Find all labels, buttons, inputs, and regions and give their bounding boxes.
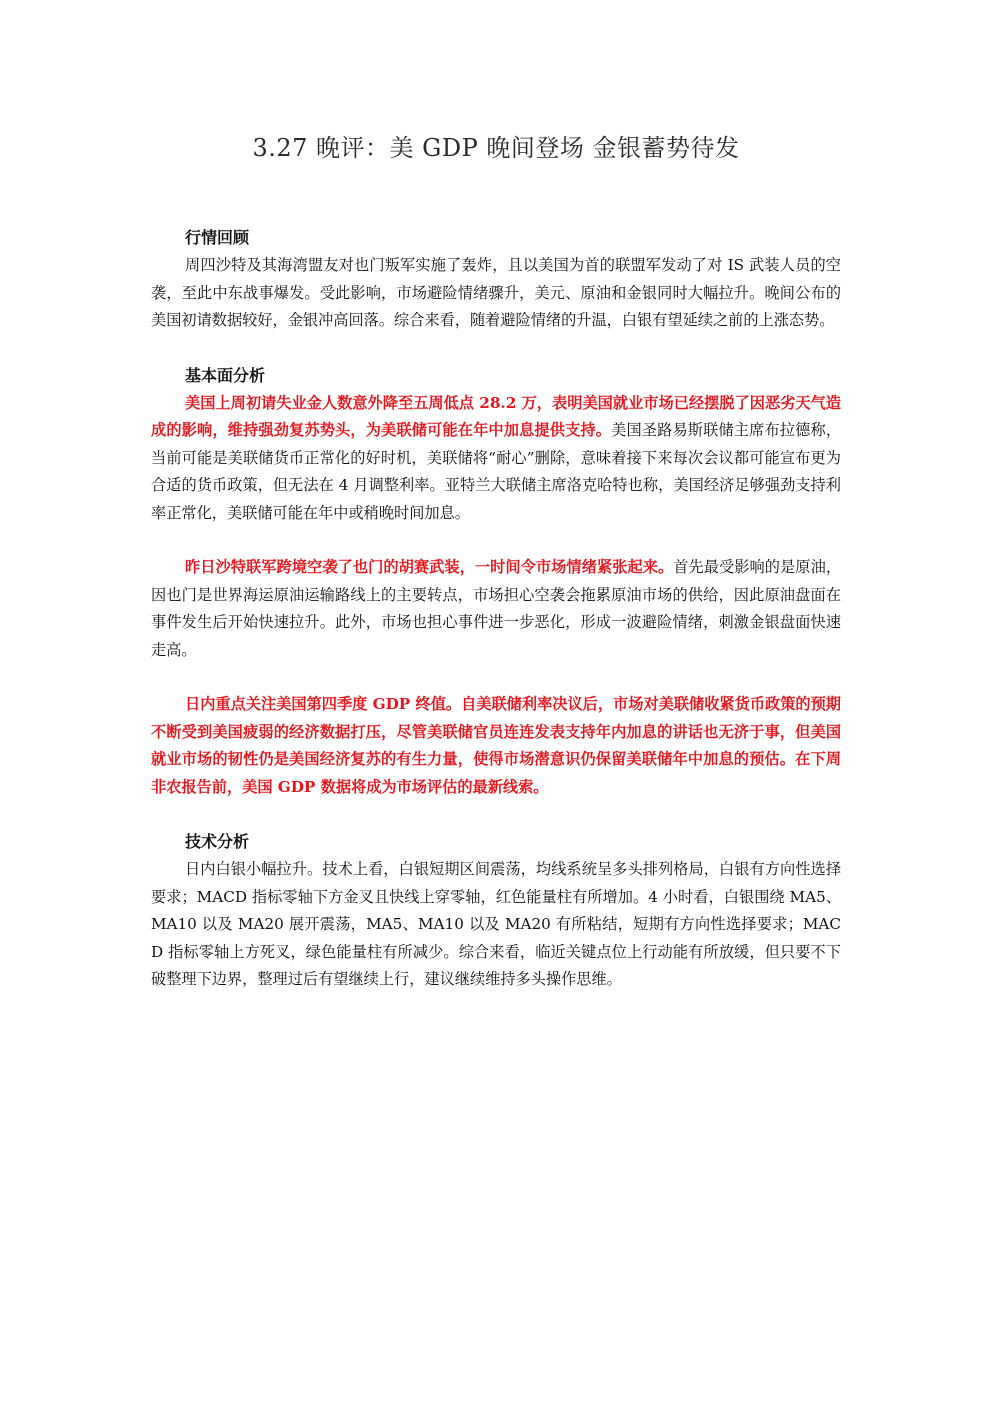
paragraph-text: 日内白银小幅拉升。技术上看，白银短期区间震荡，均线系统呈多头排列格局，白银有方向性选择要求；MACD 指标零轴下方金叉且快线上穿零轴，红色能量柱有所增加。4 小时看，白银围绕 MA5、MA10 以及 MA20 展开震荡，MA5、MA10 以及 MA20 有所粘结，短期有方向性选择要求；MACD 指标零轴上方死叉，绿色能量柱有所减少。综合来看，临近关键点位上行动能有所放缓，但只要不下破整理下边界，整理过后有望继续上行，建议继续维持多头操作思维。 [151,860,841,988]
document-body [151,224,841,994]
paragraph-text: 首先最受影响的是原油，因也门是世界海运原油运输路线上的主要转点，市场担心空袭会拖累原油市场的供给，因此原油盘面在事件发生后开始快速拉升。此外，市场也担心事件进一步恶化，形成一波避险情绪，刺激金银盘面快速走高。 [151,558,842,659]
section-heading: 技术分析 [185,832,250,851]
paragraph [151,554,841,664]
section-market-review [151,224,841,335]
paragraph [151,252,841,335]
paragraph [151,390,841,528]
section-fundamental-analysis [151,362,841,802]
paragraph-highlight: 昨日沙特联军跨境空袭了也门的胡赛武装，一时间令市场情绪紧张起来。 [185,558,674,576]
section-heading: 基本面分析 [185,365,266,385]
paragraph-highlight: 美国上周初请失业金人数意外降至五周低点 28.2 万，表明美国就业市场已经摆脱了因恶劣天气造成的影响，维持强劲复苏势头，为美联储可能在年中加息提供支持。 [151,393,841,439]
paragraph [151,691,841,801]
section-technical-analysis [151,828,841,994]
page-title: 3.27 晚评：美 GDP 晚间登场 金银蓄势待发 [252,134,740,162]
paragraph [151,856,841,994]
paragraph-highlight: 日内重点关注美国第四季度 GDP 终值。自美联储利率决议后，市场对美联储收紧货币政策的预期不断受到美国疲弱的经济数据打压，尽管美联储官员连连发表支持年内加息的讲话也无济于事，但美国就业市场的韧性仍是美国经济复苏的有生力量，使得市场潜意识仍保留美联储年中加息的预估。在下周非农报告前，美国 GDP 数据将成为市场评估的最新线索。 [151,695,841,796]
paragraph-text: 美国圣路易斯联储主席布拉德称，当前可能是美联储货币正常化的好时机，美联储将“耐心”删除，意味着接下来每次会议都可能宣布更为合适的货币政策，但无法在 4 月调整利率。亚特兰大联储主席洛克哈特也称，美国经济足够强劲支持利率正常化，美联储可能在年中或稍晚时间加息。 [151,421,842,522]
paragraph-text: 周四沙特及其海湾盟友对也门叛军实施了轰炸，且以美国为首的联盟军发动了对 IS 武装人员的空袭，至此中东战事爆发。受此影响，市场避险情绪骤升，美元、原油和金银同时大幅拉升。晚间公布的美国初请数据较好，金银冲高回落。综合来看，随着避险情绪的升温，白银有望延续之前的上涨态势。 [151,256,841,329]
section-heading: 行情回顾 [185,228,250,247]
